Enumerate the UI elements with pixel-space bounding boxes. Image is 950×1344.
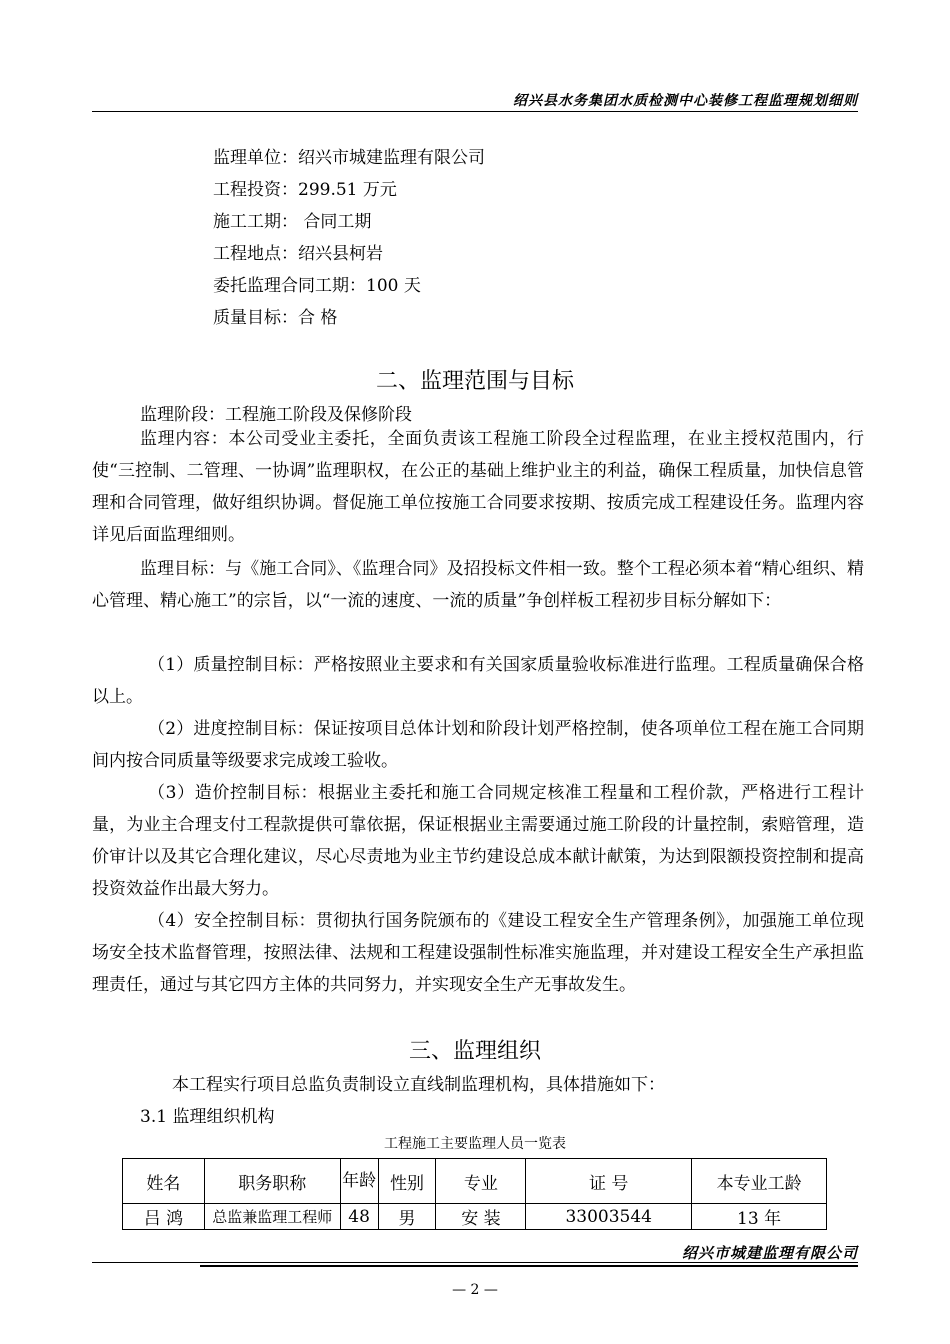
supervision-goal: 监理目标：与《施工合同》、《监理合同》及招投标文件相一致。整个工程必须本着“精心组织、精心管理、精心施工”的宗旨，以“一流的速度、一流的质量”争创样板工程初步目标分解如下： (92, 559, 864, 611)
table-row (123, 1204, 827, 1230)
cell-name: 吕 鸿 (123, 1204, 205, 1230)
cell-title: 总监兼监理工程师 (204, 1204, 340, 1230)
header-specialty: 专业 (436, 1159, 526, 1204)
info-investment: 工程投资：299.51 万元 (213, 180, 397, 200)
goal-cost: （3）造价控制目标：根据业主委托和施工合同规定核准工程量和工程价款，严格进行工程计量，为业主合理支付工程款提供可靠依据，保证根据业主需要通过施工阶段的计量控制，索赔管理，造价审计以及其它合理化建议，尽心尽责地为业主节约建设总成本献计献策，为达到限额投资控制和提高投资效益作出最大努力。 (92, 783, 864, 899)
header-years: 本专业工龄 (692, 1159, 827, 1204)
goal-schedule: （2）进度控制目标：保证按项目总体计划和阶段计划严格控制，使各项单位工程在施工合同期间内按合同质量等级要求完成竣工验收。 (92, 719, 864, 771)
section3-intro: 本工程实行项目总监负责制设立直线制监理机构，具体措施如下： (172, 1075, 665, 1095)
header-name: 姓名 (123, 1159, 205, 1204)
info-quality-goal: 质量目标：合 格 (213, 308, 338, 328)
cell-age: 48 (340, 1204, 378, 1230)
table-header-row (123, 1159, 827, 1204)
running-header: 绍兴县水务集团水质检测中心装修工程监理规划细则 (513, 93, 858, 109)
supervision-stage: 监理阶段：工程施工阶段及保修阶段 (140, 405, 412, 425)
header-cert-no: 证 号 (526, 1159, 692, 1204)
info-location: 工程地点：绍兴县柯岩 (213, 244, 383, 264)
table-caption: 工程施工主要监理人员一览表 (384, 1136, 566, 1152)
cell-years: 13 年 (692, 1204, 827, 1230)
page-number: — 2 — (452, 1282, 498, 1298)
footer-rule-thick (200, 1265, 858, 1267)
section2-heading: 二、监理范围与目标 (375, 369, 574, 394)
staff-table (122, 1158, 827, 1230)
header-rule (92, 111, 858, 112)
header-title: 职务职称 (204, 1159, 340, 1204)
goal-quality: （1）质量控制目标：严格按照业主要求和有关国家质量验收标准进行监理。工程质量确保合格以上。 (92, 655, 864, 707)
section3-subheading: 3.1 监理组织机构 (140, 1107, 275, 1127)
header-gender: 性别 (378, 1159, 436, 1204)
cell-specialty: 安 装 (436, 1204, 526, 1230)
running-footer: 绍兴市城建监理有限公司 (681, 1244, 858, 1262)
goal-safety: （4）安全控制目标：贯彻执行国务院颁布的《建设工程安全生产管理条例》，加强施工单位现场安全技术监督管理，按照法律、法规和工程建设强制性标准实施监理，并对建设工程安全生产承担监理责任，通过与其它四方主体的共同努力，并实现安全生产无事故发生。 (92, 911, 864, 995)
section3-heading: 三、监理组织 (408, 1039, 541, 1064)
footer-rule (92, 1262, 858, 1263)
cell-gender: 男 (378, 1204, 436, 1230)
supervision-content: 监理内容：本公司受业主委托，全面负责该工程施工阶段全过程监理，在业主授权范围内，行使“三控制、二管理、一协调”监理职权，在公正的基础上维护业主的利益，确保工程质量，加快信息管理和合同管理，做好组织协调。督促施工单位按施工合同要求按期、按质完成工程建设任务。监理内容详见后面监理细则。 (92, 429, 864, 545)
info-supervisor-unit: 监理单位：绍兴市城建监理有限公司 (213, 148, 485, 168)
info-contract-period: 委托监理合同工期：100 天 (213, 276, 421, 296)
cell-cert-no: 33003544 (526, 1204, 692, 1230)
info-construction-period: 施工工期： 合同工期 (213, 212, 372, 232)
header-age: 年龄 (340, 1159, 378, 1204)
